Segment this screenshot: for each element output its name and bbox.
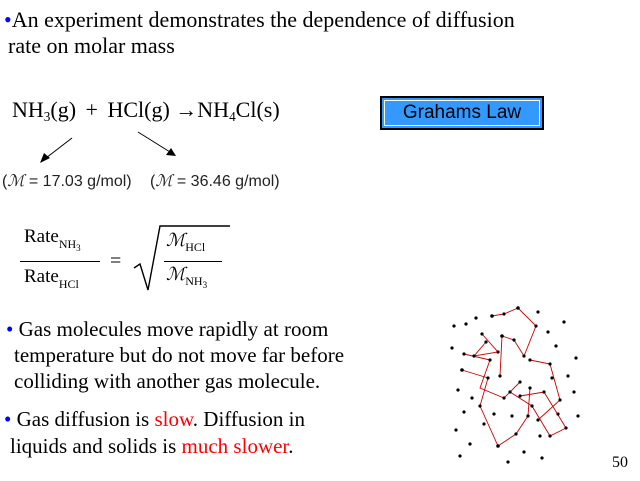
arrow-right-line — [138, 132, 170, 152]
molar-mass-nh3 — [2, 172, 132, 191]
diffusion-text-2: . Diffusion in — [192, 407, 305, 431]
molecule-diffusion-illustration — [440, 296, 590, 472]
molar-mass-nh3-value: = 17.03 g/mol) — [28, 173, 132, 190]
arrow-left-line — [46, 138, 72, 158]
intro-line-1: An experiment demonstrates the dependence of diffusion — [11, 7, 515, 32]
molecule-paths — [462, 308, 566, 446]
equals-sign: = — [110, 250, 122, 272]
reaction-arrow: → — [175, 97, 198, 122]
nh4-subscript: 4 — [229, 109, 236, 124]
rate-word-top: Rate — [24, 226, 59, 247]
motion-line-3: colliding with another gas molecule. — [14, 369, 321, 393]
m-nh3-sub: NH — [185, 274, 203, 288]
nh3-state: (g) — [50, 97, 77, 122]
rate-nh3-sub: NH — [58, 237, 77, 251]
plus-sign: + — [85, 97, 98, 122]
nh4cl-formula: NH — [197, 97, 230, 122]
m-symbol-bottom: ℳ — [166, 264, 186, 285]
nh3-formula: NH — [12, 97, 44, 122]
page-number: 50 — [612, 454, 628, 471]
diffusion-period: . — [288, 434, 294, 458]
hcl-formula: HCl(g) — [107, 97, 170, 122]
molar-mass-symbol-left: ℳ — [7, 171, 25, 190]
diffusion-text-3: liquids and solids is — [10, 434, 182, 458]
grahams-law-formula — [20, 226, 230, 296]
m-nh3-subsub: 3 — [202, 280, 208, 290]
molar-mass-symbol-right: ℳ — [155, 171, 173, 190]
intro-line-2: rate on molar mass — [8, 33, 175, 58]
m-symbol-top: ℳ — [166, 230, 186, 251]
right-fraction-bar — [164, 261, 222, 262]
bullet-marker: • — [4, 407, 12, 431]
arrow-left-head — [40, 153, 50, 163]
paren-open-left: ( — [2, 173, 8, 190]
molar-mass-hcl-term — [166, 230, 206, 254]
diffusion-line-2 — [10, 433, 294, 459]
motion-line-1: Gas molecules move rapidly at room — [18, 317, 329, 341]
nh4cl-suffix: Cl(s) — [235, 97, 280, 122]
bullet-marker: • — [6, 317, 14, 341]
motion-line-2: temperature but do not move far before — [14, 343, 345, 367]
slow-emphasis: slow — [154, 407, 193, 431]
molar-mass-hcl-value: = 36.46 g/mol) — [176, 173, 280, 190]
grahams-law-label: Grahams Law — [380, 96, 544, 130]
diffusion-text-1: Gas diffusion is — [16, 407, 155, 431]
bullet-marker: • — [4, 7, 12, 32]
much-slower-emphasis: much slower — [181, 434, 289, 458]
molar-mass-hcl — [150, 172, 280, 191]
molecule-dots — [450, 306, 579, 463]
molar-mass-nh3-term — [166, 264, 208, 290]
left-fraction-bar — [20, 261, 100, 262]
rate-hcl-sub: HCl — [58, 277, 79, 291]
rate-word-bottom: Rate — [24, 266, 59, 287]
nh3-subscript: 3 — [43, 109, 51, 124]
rate-denominator — [24, 266, 79, 291]
arrow-right-head — [166, 148, 176, 156]
diffusion-speed-bullet — [4, 406, 305, 432]
m-hcl-sub: HCl — [185, 240, 206, 254]
molecule-motion-bullet — [6, 316, 328, 342]
paren-open-right: ( — [150, 173, 156, 190]
rate-numerator — [24, 226, 81, 253]
rate-nh3-subsub: 3 — [76, 243, 81, 253]
